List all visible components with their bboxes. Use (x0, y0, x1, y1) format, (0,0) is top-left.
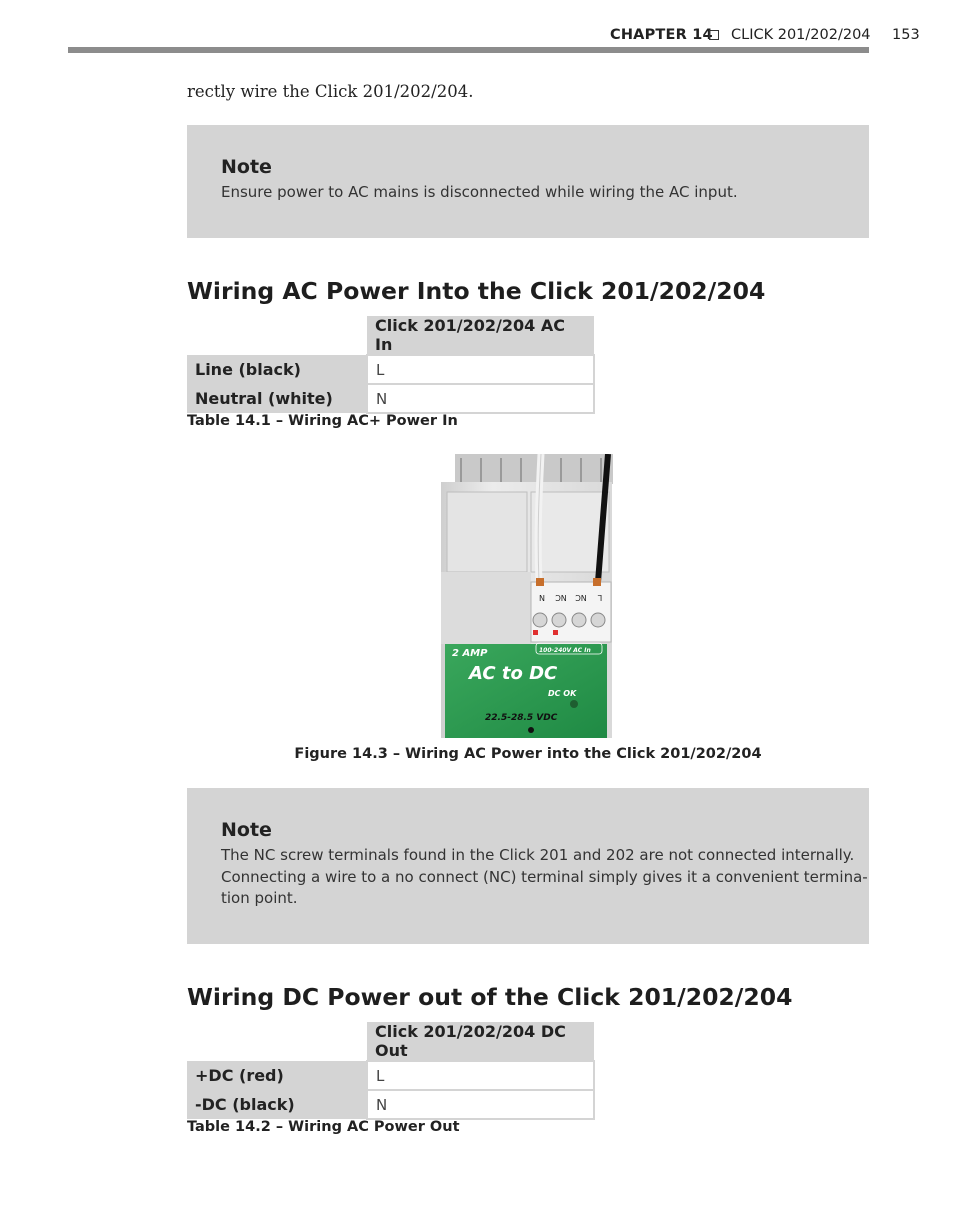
page-number: 153 (892, 27, 920, 43)
svg-text:NC: NC (575, 593, 587, 602)
input-range: 100-240V AC In (539, 647, 591, 654)
housing-panel (447, 492, 527, 572)
note-text (221, 845, 868, 910)
header-rule (68, 47, 869, 53)
ac-wiring-table (187, 316, 595, 414)
note-line: tion point. (221, 889, 298, 907)
row-label: -DC (black) (187, 1090, 367, 1119)
note-title: Note (221, 819, 272, 841)
table-caption-ac: Table 14.1 – Wiring AC+ Power In (187, 413, 458, 429)
top-rail (455, 454, 613, 484)
note-line: The NC screw terminals found in the Click 201 and 202 are not connected internally. (221, 846, 855, 864)
row-label: Neutral (white) (187, 384, 367, 413)
table-caption-dc: Table 14.2 – Wiring AC Power Out (187, 1119, 460, 1135)
section-heading-ac: Wiring AC Power Into the Click 201/202/204 (187, 277, 766, 305)
note-box-2 (187, 788, 869, 944)
row-value: N (367, 1090, 594, 1119)
row-value: N (367, 384, 594, 413)
row-value: L (367, 1061, 594, 1090)
table-row (187, 1090, 594, 1119)
svg-text:N: N (539, 593, 545, 602)
table-row (187, 1061, 594, 1090)
svg-text:L: L (597, 593, 603, 602)
adjust-screw (528, 727, 534, 733)
note-line: Connecting a wire to a no connect (NC) terminal simply gives it a convenient termina- (221, 867, 868, 886)
row-label: +DC (red) (187, 1061, 367, 1090)
header-chapter: CHAPTER 14 (610, 27, 713, 43)
note-box-1 (187, 125, 869, 238)
continuation-text: rectly wire the Click 201/202/204. (187, 82, 474, 101)
row-label: Line (black) (187, 355, 367, 384)
status-led (570, 700, 578, 708)
figure-caption: Figure 14.3 – Wiring AC Power into the Click 201/202/204 (294, 746, 762, 762)
table-column-header: Click 201/202/204 DC Out (367, 1022, 594, 1061)
header-separator-box (709, 30, 719, 40)
table-row (187, 355, 594, 384)
table-header-row (187, 316, 594, 355)
status-label: DC OK (548, 689, 577, 698)
note-title: Note (221, 156, 272, 178)
label-title: AC to DC (469, 663, 558, 684)
note-text: Ensure power to AC mains is disconnected while wiring the AC input. (221, 183, 738, 201)
table-corner (187, 316, 367, 355)
housing-lower (441, 572, 531, 644)
table-corner (187, 1022, 367, 1061)
header-title: CLICK 201/202/204 (731, 27, 871, 43)
amp-rating: 2 AMP (452, 648, 488, 659)
table-column-header: Click 201/202/204 AC In (367, 316, 594, 355)
power-supply-photo (441, 454, 614, 738)
row-value: L (367, 355, 594, 384)
section-heading-dc: Wiring DC Power out of the Click 201/202/204 (187, 983, 793, 1011)
table-header-row (187, 1022, 594, 1061)
svg-text:NC: NC (555, 593, 567, 602)
terminal-block (531, 582, 611, 642)
dc-wiring-table (187, 1022, 595, 1120)
table-row (187, 384, 594, 413)
output-range: 22.5-28.5 VDC (485, 713, 558, 723)
